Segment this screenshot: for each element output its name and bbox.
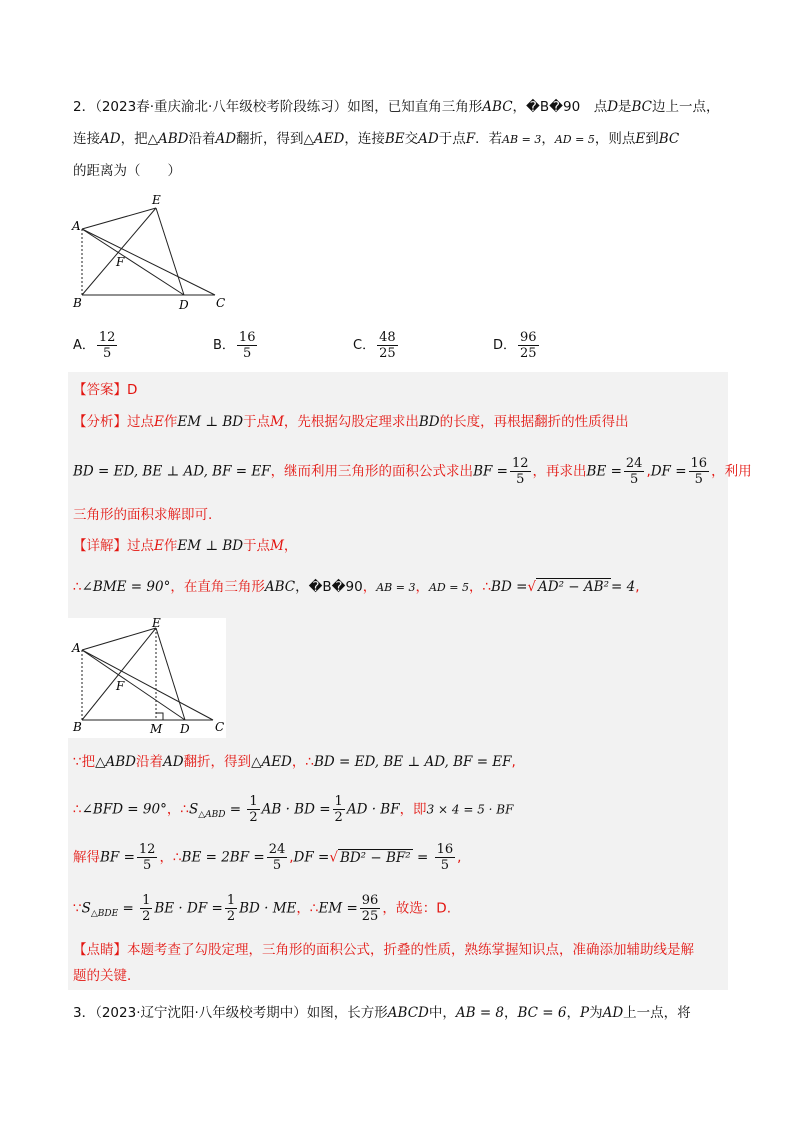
question-2-line-1: 2．（2023春·重庆渝北·八年级校考阶段练习）如图，已知直角三角形ABC，�B�90 点D是BC边上一点， (73, 99, 720, 115)
point-label-f: F (116, 255, 125, 269)
option-c[interactable]: C． $\frac{48}{25}$ (353, 330, 396, 361)
detail-line-5: 解得BF = $\frac{12}{5}$ ，∴BE = 2BF = $\frac{24}{5}$ ,DF =√ BD² − BF² = $\frac{16}{5}$ , (73, 842, 462, 873)
detail-line-2: ∴∠BME = 90°，在直角三角形ABC，�B�90，AB = 3，AD = 5，∴BD =√ AD² − AB² = 4, (73, 579, 640, 595)
detail-line-1: 【详解】过点E作EM ⊥ BD于点M， (73, 538, 298, 554)
question-2-line-3: 的距离为（ ） (73, 163, 181, 179)
analysis-line-2: BD = ED, BE ⊥ AD, BF = EF，继而利用三角形的面积公式求出BF = $\frac{12}{5}$ ，再求出BE = $\frac{24}{5}$ ,DF = $\frac{16}{5}$ ，利用 (73, 456, 752, 487)
comment-line-1: 【点睛】本题考查了勾股定理，三角形的面积公式，折叠的性质，熟练掌握知识点，准确添加辅助线是解 (73, 942, 694, 958)
segment-ac (82, 229, 215, 295)
detail-line-3: ∵把△ABD沿着AD翻折，得到△AED，∴BD = ED, BE ⊥ AD, BF = EF, (73, 754, 516, 770)
option-b[interactable]: B． $\frac{16}{5}$ (213, 330, 256, 361)
segment-ad (82, 229, 184, 295)
triangle-figure-1 (68, 190, 238, 315)
question-3-line-1: 3．（2023·辽宁沈阳·八年级校考期中）如图，长方形ABCD中，AB = 8，BC = 6，P为AD上一点，将 (73, 1005, 691, 1021)
point-label-b: B (73, 720, 82, 734)
point-label-d: D (180, 722, 190, 736)
point-label-b: B (73, 296, 82, 310)
point-label-a: A (72, 219, 81, 233)
comment-line-2: 题的关键． (73, 968, 141, 984)
segment-be (82, 208, 156, 295)
point-label-e: E (152, 193, 161, 207)
detail-line-6: $\because S_{\triangle BDE}$ = $\frac{1}{2}$ BE · DF = $\frac{1}{2}$ BD · ME，∴EM = $\frac{96}{25}$ ，故选：D. (73, 893, 451, 924)
point-label-c: C (216, 296, 226, 310)
point-label-c: C (215, 720, 225, 734)
option-d[interactable]: D． $\frac{96}{25}$ (493, 330, 537, 361)
point-label-f: F (116, 679, 125, 693)
point-label-e: E (152, 618, 161, 630)
answer-line: 【答案】D (73, 382, 138, 398)
analysis-line-1: 【分析】过点E作EM ⊥ BD于点M，先根据勾股定理求出BD的长度，再根据翻折的性质得出 (73, 414, 629, 430)
analysis-line-3: 三角形的面积求解即可. (73, 507, 213, 523)
point-label-a: A (72, 641, 81, 655)
point-label-m: M (150, 722, 163, 736)
detail-line-4: ∴∠BFD = 90°，$\therefore S_{\triangle ABD}$ = $\frac{1}{2}$ AB · BD = $\frac{1}{2}$ AD · BF，即3 × 4 = 5 · BF (73, 794, 514, 825)
point-label-d: D (179, 298, 189, 312)
segment-ed (156, 208, 184, 295)
segment-ae (82, 208, 156, 229)
triangle-figure-2 (68, 618, 226, 738)
question-2-line-2: 连接AD，把△ABD沿着AD翻折，得到△AED，连接BE交AD于点F．若AB = 3，AD = 5，则点E到BC (73, 131, 680, 147)
option-a[interactable]: A． $\frac{12}{5}$ (73, 330, 116, 361)
